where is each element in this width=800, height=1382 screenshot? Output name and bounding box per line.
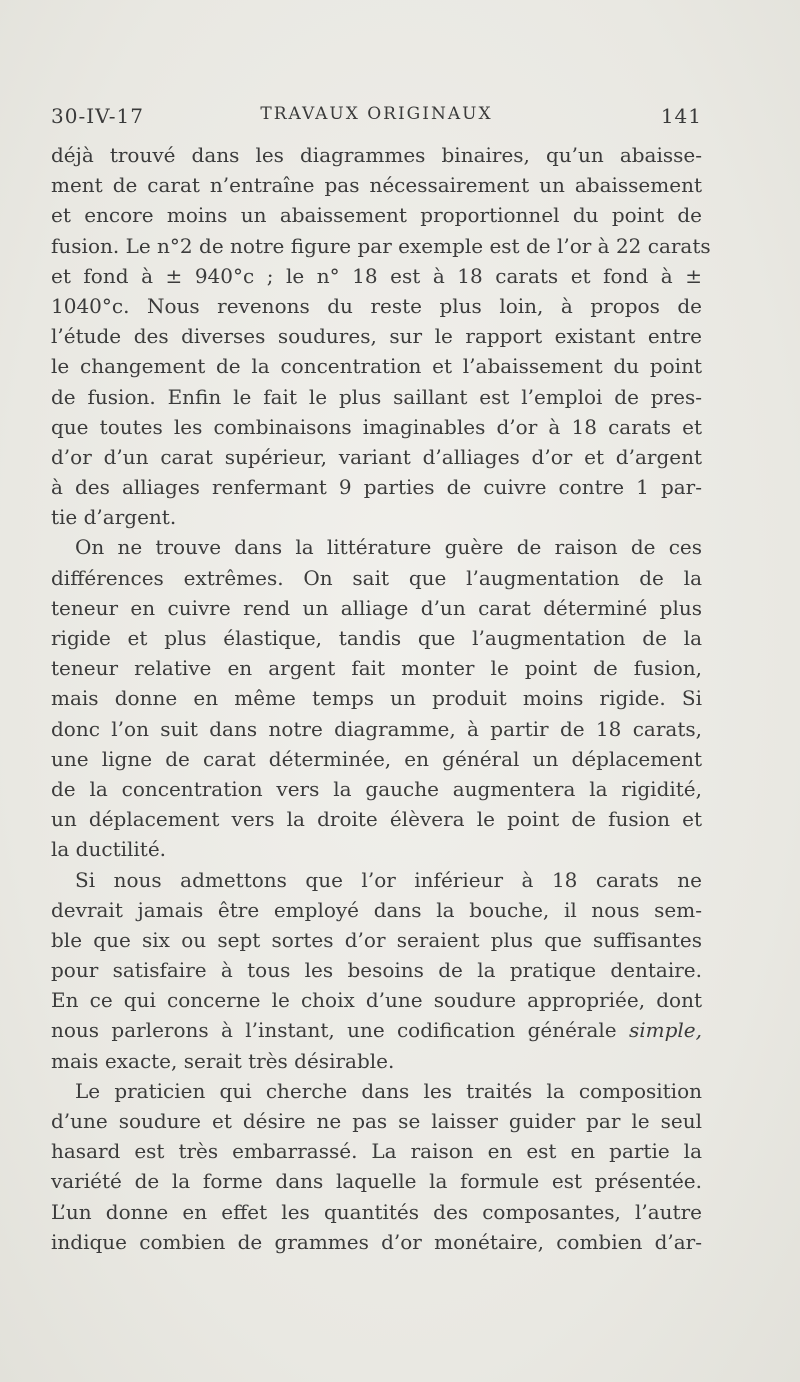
text-line: de la concentration vers la gauche augmentera la rigidité, (51, 776, 702, 801)
text-line: teneur relative en argent fait monter le point de fusion, (51, 656, 702, 681)
text-line: devrait jamais être employé dans la bouche, il nous sem- (51, 897, 702, 922)
text-line: Le praticien qui cherche dans les traités la composition (75, 1078, 702, 1103)
text-line: On ne trouve dans la littérature guère de raison de ces (75, 535, 702, 560)
text-line: variété de la forme dans laquelle la formule est présentée. (51, 1169, 702, 1194)
text-line: la ductilité. (51, 837, 167, 862)
text-line: que toutes les combinaisons imaginables d’or à 18 carats et (51, 414, 702, 439)
text-line: un déplacement vers la droite élèvera le point de fusion et (51, 807, 702, 832)
running-header (51, 104, 702, 134)
italic-word: simple, (628, 1018, 702, 1043)
text-line: d’une soudure et désire ne pas se laisser guider par le seul (51, 1109, 702, 1133)
text-line: ment de carat n’entraîne pas nécessairement un abaissement (51, 173, 702, 198)
text-line: Si nous admettons que l’or inférieur à 18 carats ne (75, 867, 702, 892)
text-line: 1040°c. Nous revenons du reste plus loin, à propos de (51, 293, 702, 318)
text-line: L’un donne en effet les quantités des composantes, l’autre (51, 1199, 702, 1224)
text-line: de fusion. Enfin le fait le plus saillant est l’emploi de pres- (51, 384, 702, 409)
text-line: teneur en cuivre rend un alliage d’un carat déterminé plus (51, 595, 702, 620)
page-number: 141 (660, 104, 702, 128)
text-line: d’or d’un carat supérieur, variant d’alliages d’or et d’argent (51, 444, 702, 469)
paragraph-3 (51, 865, 702, 1076)
paragraph-2 (51, 532, 702, 864)
text-line: mais donne en même temps un produit moins rigide. Si (51, 686, 702, 711)
body-text (51, 140, 711, 1257)
paragraph-4 (51, 1076, 702, 1257)
header-title: TRAVAUX ORIGINAUX (260, 104, 493, 124)
text-line: une ligne de carat déterminée, en général un déplacement (51, 746, 702, 771)
text-line: différences extrêmes. On sait que l’augmentation de la (51, 565, 702, 590)
text-line: hasard est très embarrassé. La raison en est en partie la (51, 1139, 702, 1164)
text-line: pour satisfaire à tous les besoins de la pratique dentaire. (51, 958, 702, 983)
text-line: mais exacte, serait très désirable. (51, 1048, 395, 1073)
text-line: déjà trouvé dans les diagrammes binaires, qu’un abaisse- (51, 143, 702, 167)
text-line: donc l’on suit dans notre diagramme, à partir de 18 carats, (51, 716, 702, 741)
header-date: 30-IV-17 (51, 104, 144, 128)
text-line: ble que six ou sept sortes d’or seraient plus que suffisantes (51, 927, 702, 952)
text-line: et fond à ± 940°c ; le n° 18 est à 18 carats et fond à ± (51, 263, 702, 288)
text-line: fusion. Le n°2 de notre figure par exemple est de l’or à 22 carats (51, 233, 711, 258)
paragraph-1 (51, 140, 711, 532)
text-line: le changement de la concentration et l’abaissement du point (51, 354, 702, 379)
text-line: indique combien de grammes d’or monétaire, combien d’ar- (51, 1229, 702, 1254)
text-line: à des alliages renfermant 9 parties de cuivre contre 1 par- (51, 475, 702, 500)
text-line: tie d’argent. (51, 505, 177, 530)
text-line-with-italic (51, 1015, 702, 1045)
text-line: En ce qui concerne le choix d’une soudure appropriée, dont (51, 988, 702, 1013)
text-line: l’étude des diverses soudures, sur le rapport existant entre (51, 324, 702, 349)
text-line: rigide et plus élastique, tandis que l’augmentation de la (51, 626, 702, 650)
text-line: et encore moins un abaissement proportionnel du point de (51, 203, 702, 228)
text-segment: nous parlerons à l’instant, une codification générale (51, 1018, 617, 1043)
